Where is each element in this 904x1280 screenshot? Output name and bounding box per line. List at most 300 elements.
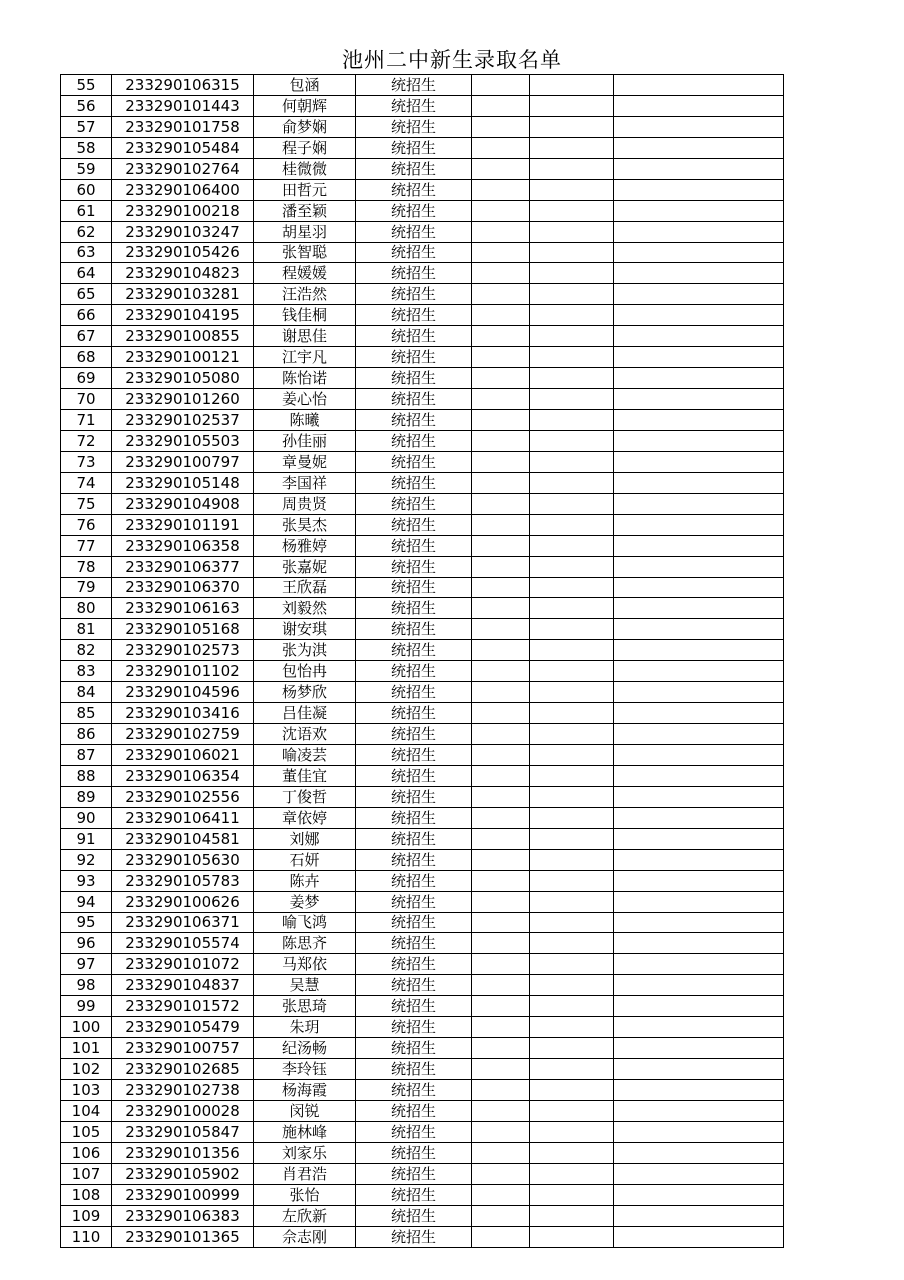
table-row xyxy=(61,200,784,221)
table-row xyxy=(61,514,784,535)
blank-cell xyxy=(472,1184,530,1205)
admission-type-cell: 统招生 xyxy=(356,870,472,891)
blank-cell xyxy=(530,221,614,242)
blank-cell xyxy=(530,305,614,326)
admission-type-cell: 统招生 xyxy=(356,996,472,1017)
admission-type-cell: 统招生 xyxy=(356,200,472,221)
exam-id-cell: 233290101191 xyxy=(112,514,254,535)
blank-cell xyxy=(530,703,614,724)
table-row xyxy=(61,975,784,996)
blank-cell xyxy=(472,179,530,200)
row-number-cell: 85 xyxy=(61,703,112,724)
admission-type-cell: 统招生 xyxy=(356,1184,472,1205)
student-name-cell: 包涵 xyxy=(254,75,356,96)
admission-type-cell: 统招生 xyxy=(356,849,472,870)
admission-type-cell: 统招生 xyxy=(356,472,472,493)
blank-cell xyxy=(530,556,614,577)
table-row xyxy=(61,430,784,451)
row-number-cell: 109 xyxy=(61,1205,112,1226)
blank-cell xyxy=(472,975,530,996)
blank-cell xyxy=(472,1038,530,1059)
admission-type-cell: 统招生 xyxy=(356,807,472,828)
exam-id-cell: 233290106377 xyxy=(112,556,254,577)
exam-id-cell: 233290104581 xyxy=(112,828,254,849)
exam-id-cell: 233290102764 xyxy=(112,158,254,179)
row-number-cell: 57 xyxy=(61,116,112,137)
blank-cell xyxy=(530,158,614,179)
student-name-cell: 纪汤畅 xyxy=(254,1038,356,1059)
table-row xyxy=(61,451,784,472)
blank-cell xyxy=(530,1205,614,1226)
blank-cell xyxy=(614,933,784,954)
table-row xyxy=(61,263,784,284)
table-row xyxy=(61,1121,784,1142)
admission-type-cell: 统招生 xyxy=(356,221,472,242)
blank-cell xyxy=(530,1163,614,1184)
blank-cell xyxy=(614,535,784,556)
admission-type-cell: 统招生 xyxy=(356,1017,472,1038)
student-name-cell: 章曼妮 xyxy=(254,451,356,472)
row-number-cell: 100 xyxy=(61,1017,112,1038)
blank-cell xyxy=(614,619,784,640)
table-row xyxy=(61,221,784,242)
table-row xyxy=(61,368,784,389)
blank-cell xyxy=(614,116,784,137)
admission-type-cell: 统招生 xyxy=(356,347,472,368)
blank-cell xyxy=(614,1184,784,1205)
row-number-cell: 95 xyxy=(61,912,112,933)
row-number-cell: 87 xyxy=(61,745,112,766)
admission-type-cell: 统招生 xyxy=(356,891,472,912)
row-number-cell: 72 xyxy=(61,430,112,451)
blank-cell xyxy=(530,263,614,284)
student-name-cell: 喻飞鸿 xyxy=(254,912,356,933)
exam-id-cell: 233290106354 xyxy=(112,765,254,786)
blank-cell xyxy=(614,996,784,1017)
exam-id-cell: 233290106400 xyxy=(112,179,254,200)
row-number-cell: 102 xyxy=(61,1059,112,1080)
blank-cell xyxy=(614,368,784,389)
exam-id-cell: 233290106371 xyxy=(112,912,254,933)
student-name-cell: 左欣新 xyxy=(254,1205,356,1226)
blank-cell xyxy=(530,577,614,598)
blank-cell xyxy=(472,786,530,807)
table-row xyxy=(61,933,784,954)
row-number-cell: 107 xyxy=(61,1163,112,1184)
blank-cell xyxy=(614,221,784,242)
page-title: 池州二中新生录取名单 xyxy=(342,48,562,72)
row-number-cell: 55 xyxy=(61,75,112,96)
blank-cell xyxy=(472,765,530,786)
blank-cell xyxy=(472,891,530,912)
blank-cell xyxy=(530,493,614,514)
blank-cell xyxy=(472,870,530,891)
blank-cell xyxy=(530,786,614,807)
blank-cell xyxy=(614,1100,784,1121)
student-name-cell: 杨梦欣 xyxy=(254,682,356,703)
table-row xyxy=(61,682,784,703)
table-row xyxy=(61,1163,784,1184)
student-name-cell: 谢思佳 xyxy=(254,326,356,347)
admission-type-cell: 统招生 xyxy=(356,410,472,431)
row-number-cell: 94 xyxy=(61,891,112,912)
blank-cell xyxy=(614,765,784,786)
student-name-cell: 孙佳丽 xyxy=(254,430,356,451)
exam-id-cell: 233290105479 xyxy=(112,1017,254,1038)
exam-id-cell: 233290101260 xyxy=(112,389,254,410)
blank-cell xyxy=(614,682,784,703)
admission-type-cell: 统招生 xyxy=(356,577,472,598)
admission-type-cell: 统招生 xyxy=(356,263,472,284)
exam-id-cell: 233290100028 xyxy=(112,1100,254,1121)
admission-type-cell: 统招生 xyxy=(356,242,472,263)
student-name-cell: 张思琦 xyxy=(254,996,356,1017)
blank-cell xyxy=(530,116,614,137)
table-row xyxy=(61,472,784,493)
blank-cell xyxy=(530,1121,614,1142)
student-name-cell: 姜梦 xyxy=(254,891,356,912)
table-row xyxy=(61,179,784,200)
admission-type-cell: 统招生 xyxy=(356,326,472,347)
admission-type-cell: 统招生 xyxy=(356,158,472,179)
student-name-cell: 刘娜 xyxy=(254,828,356,849)
row-number-cell: 88 xyxy=(61,765,112,786)
student-name-cell: 喻凌芸 xyxy=(254,745,356,766)
blank-cell xyxy=(530,745,614,766)
row-number-cell: 80 xyxy=(61,598,112,619)
row-number-cell: 65 xyxy=(61,284,112,305)
row-number-cell: 73 xyxy=(61,451,112,472)
student-name-cell: 钱佳桐 xyxy=(254,305,356,326)
admission-type-cell: 统招生 xyxy=(356,368,472,389)
blank-cell xyxy=(530,410,614,431)
student-name-cell: 肖君浩 xyxy=(254,1163,356,1184)
blank-cell xyxy=(614,493,784,514)
admission-type-cell: 统招生 xyxy=(356,954,472,975)
table-row xyxy=(61,807,784,828)
blank-cell xyxy=(530,1080,614,1101)
exam-id-cell: 233290105847 xyxy=(112,1121,254,1142)
table-row xyxy=(61,137,784,158)
admission-type-cell: 统招生 xyxy=(356,137,472,158)
admission-type-cell: 统招生 xyxy=(356,661,472,682)
row-number-cell: 56 xyxy=(61,95,112,116)
blank-cell xyxy=(614,95,784,116)
exam-id-cell: 233290106315 xyxy=(112,75,254,96)
student-name-cell: 李玲钰 xyxy=(254,1059,356,1080)
student-name-cell: 陈曦 xyxy=(254,410,356,431)
blank-cell xyxy=(530,1059,614,1080)
blank-cell xyxy=(530,996,614,1017)
row-number-cell: 96 xyxy=(61,933,112,954)
blank-cell xyxy=(530,661,614,682)
blank-cell xyxy=(614,284,784,305)
blank-cell xyxy=(530,1038,614,1059)
blank-cell xyxy=(530,598,614,619)
blank-cell xyxy=(614,1205,784,1226)
student-name-cell: 董佳宜 xyxy=(254,765,356,786)
student-name-cell: 杨雅婷 xyxy=(254,535,356,556)
blank-cell xyxy=(614,954,784,975)
table-row xyxy=(61,891,784,912)
table-row xyxy=(61,598,784,619)
blank-cell xyxy=(614,598,784,619)
admission-type-cell: 统招生 xyxy=(356,514,472,535)
blank-cell xyxy=(614,389,784,410)
table-row xyxy=(61,1100,784,1121)
row-number-cell: 106 xyxy=(61,1142,112,1163)
blank-cell xyxy=(472,807,530,828)
exam-id-cell: 233290101072 xyxy=(112,954,254,975)
row-number-cell: 79 xyxy=(61,577,112,598)
row-number-cell: 77 xyxy=(61,535,112,556)
exam-id-cell: 233290100855 xyxy=(112,326,254,347)
exam-id-cell: 233290106163 xyxy=(112,598,254,619)
exam-id-cell: 233290104908 xyxy=(112,493,254,514)
exam-id-cell: 233290106411 xyxy=(112,807,254,828)
admission-type-cell: 统招生 xyxy=(356,1059,472,1080)
admission-type-cell: 统招生 xyxy=(356,975,472,996)
admission-type-cell: 统招生 xyxy=(356,95,472,116)
student-name-cell: 周贵贤 xyxy=(254,493,356,514)
blank-cell xyxy=(530,284,614,305)
blank-cell xyxy=(472,598,530,619)
blank-cell xyxy=(472,703,530,724)
student-name-cell: 陈卉 xyxy=(254,870,356,891)
admission-type-cell: 统招生 xyxy=(356,451,472,472)
admission-table xyxy=(60,74,784,1248)
blank-cell xyxy=(614,410,784,431)
exam-id-cell: 233290100999 xyxy=(112,1184,254,1205)
row-number-cell: 92 xyxy=(61,849,112,870)
blank-cell xyxy=(614,1142,784,1163)
row-number-cell: 105 xyxy=(61,1121,112,1142)
blank-cell xyxy=(614,305,784,326)
blank-cell xyxy=(530,514,614,535)
blank-cell xyxy=(472,640,530,661)
student-name-cell: 吕佳凝 xyxy=(254,703,356,724)
blank-cell xyxy=(614,975,784,996)
row-number-cell: 83 xyxy=(61,661,112,682)
blank-cell xyxy=(472,1205,530,1226)
blank-cell xyxy=(472,1100,530,1121)
exam-id-cell: 233290101758 xyxy=(112,116,254,137)
blank-cell xyxy=(530,1184,614,1205)
row-number-cell: 62 xyxy=(61,221,112,242)
blank-cell xyxy=(472,745,530,766)
table-row xyxy=(61,912,784,933)
table-row xyxy=(61,954,784,975)
student-name-cell: 王欣磊 xyxy=(254,577,356,598)
exam-id-cell: 233290103247 xyxy=(112,221,254,242)
student-name-cell: 胡星羽 xyxy=(254,221,356,242)
blank-cell xyxy=(472,326,530,347)
blank-cell xyxy=(614,263,784,284)
table-row xyxy=(61,745,784,766)
blank-cell xyxy=(530,975,614,996)
blank-cell xyxy=(472,514,530,535)
table-row xyxy=(61,1017,784,1038)
exam-id-cell: 233290106383 xyxy=(112,1205,254,1226)
student-name-cell: 佘志刚 xyxy=(254,1226,356,1247)
admission-type-cell: 统招生 xyxy=(356,682,472,703)
admission-type-cell: 统招生 xyxy=(356,75,472,96)
blank-cell xyxy=(472,577,530,598)
table-row xyxy=(61,1205,784,1226)
blank-cell xyxy=(614,1163,784,1184)
blank-cell xyxy=(530,472,614,493)
table-row xyxy=(61,703,784,724)
exam-id-cell: 233290102685 xyxy=(112,1059,254,1080)
exam-id-cell: 233290103281 xyxy=(112,284,254,305)
table-row xyxy=(61,870,784,891)
row-number-cell: 63 xyxy=(61,242,112,263)
row-number-cell: 99 xyxy=(61,996,112,1017)
blank-cell xyxy=(472,933,530,954)
blank-cell xyxy=(472,619,530,640)
student-name-cell: 刘家乐 xyxy=(254,1142,356,1163)
blank-cell xyxy=(472,242,530,263)
admission-type-cell: 统招生 xyxy=(356,703,472,724)
row-number-cell: 64 xyxy=(61,263,112,284)
blank-cell xyxy=(472,305,530,326)
exam-id-cell: 233290100797 xyxy=(112,451,254,472)
blank-cell xyxy=(472,284,530,305)
row-number-cell: 98 xyxy=(61,975,112,996)
admission-type-cell: 统招生 xyxy=(356,1100,472,1121)
admission-type-cell: 统招生 xyxy=(356,1226,472,1247)
blank-cell xyxy=(530,828,614,849)
blank-cell xyxy=(472,137,530,158)
table-row xyxy=(61,326,784,347)
row-number-cell: 68 xyxy=(61,347,112,368)
admission-type-cell: 统招生 xyxy=(356,1038,472,1059)
blank-cell xyxy=(614,472,784,493)
exam-id-cell: 233290105168 xyxy=(112,619,254,640)
admission-type-cell: 统招生 xyxy=(356,430,472,451)
table-row xyxy=(61,75,784,96)
blank-cell xyxy=(530,1017,614,1038)
exam-id-cell: 233290105484 xyxy=(112,137,254,158)
table-row xyxy=(61,242,784,263)
row-number-cell: 71 xyxy=(61,410,112,431)
table-row xyxy=(61,996,784,1017)
admission-type-cell: 统招生 xyxy=(356,1121,472,1142)
exam-id-cell: 233290106370 xyxy=(112,577,254,598)
student-name-cell: 俞梦娴 xyxy=(254,116,356,137)
blank-cell xyxy=(530,535,614,556)
row-number-cell: 70 xyxy=(61,389,112,410)
blank-cell xyxy=(472,221,530,242)
blank-cell xyxy=(472,724,530,745)
exam-id-cell: 233290104837 xyxy=(112,975,254,996)
row-number-cell: 66 xyxy=(61,305,112,326)
row-number-cell: 86 xyxy=(61,724,112,745)
exam-id-cell: 233290100218 xyxy=(112,200,254,221)
blank-cell xyxy=(614,242,784,263)
row-number-cell: 81 xyxy=(61,619,112,640)
student-name-cell: 潘至颖 xyxy=(254,200,356,221)
table-row xyxy=(61,1142,784,1163)
blank-cell xyxy=(530,347,614,368)
blank-cell xyxy=(472,75,530,96)
exam-id-cell: 233290106021 xyxy=(112,745,254,766)
admission-type-cell: 统招生 xyxy=(356,535,472,556)
table-row xyxy=(61,1184,784,1205)
blank-cell xyxy=(614,451,784,472)
blank-cell xyxy=(614,661,784,682)
admission-type-cell: 统招生 xyxy=(356,1163,472,1184)
admission-type-cell: 统招生 xyxy=(356,828,472,849)
admission-type-cell: 统招生 xyxy=(356,933,472,954)
exam-id-cell: 233290103416 xyxy=(112,703,254,724)
table-row xyxy=(61,1038,784,1059)
blank-cell xyxy=(614,200,784,221)
student-name-cell: 马郑依 xyxy=(254,954,356,975)
row-number-cell: 58 xyxy=(61,137,112,158)
blank-cell xyxy=(472,661,530,682)
blank-cell xyxy=(614,556,784,577)
student-name-cell: 谢安琪 xyxy=(254,619,356,640)
blank-cell xyxy=(614,326,784,347)
blank-cell xyxy=(472,682,530,703)
blank-cell xyxy=(614,1038,784,1059)
blank-cell xyxy=(472,410,530,431)
exam-id-cell: 233290102738 xyxy=(112,1080,254,1101)
table-row xyxy=(61,577,784,598)
table-row xyxy=(61,305,784,326)
blank-cell xyxy=(530,891,614,912)
blank-cell xyxy=(472,493,530,514)
table-row xyxy=(61,410,784,431)
admission-type-cell: 统招生 xyxy=(356,284,472,305)
blank-cell xyxy=(614,786,784,807)
blank-cell xyxy=(614,137,784,158)
table-row xyxy=(61,849,784,870)
blank-cell xyxy=(530,807,614,828)
blank-cell xyxy=(472,347,530,368)
exam-id-cell: 233290105503 xyxy=(112,430,254,451)
blank-cell xyxy=(614,724,784,745)
blank-cell xyxy=(472,1142,530,1163)
student-name-cell: 江宇凡 xyxy=(254,347,356,368)
student-name-cell: 李国祥 xyxy=(254,472,356,493)
blank-cell xyxy=(472,1226,530,1247)
admission-type-cell: 统招生 xyxy=(356,912,472,933)
blank-cell xyxy=(472,389,530,410)
blank-cell xyxy=(472,200,530,221)
row-number-cell: 104 xyxy=(61,1100,112,1121)
student-name-cell: 张昊杰 xyxy=(254,514,356,535)
admission-type-cell: 统招生 xyxy=(356,116,472,137)
exam-id-cell: 233290102556 xyxy=(112,786,254,807)
blank-cell xyxy=(530,682,614,703)
exam-id-cell: 233290105148 xyxy=(112,472,254,493)
exam-id-cell: 233290104596 xyxy=(112,682,254,703)
student-name-cell: 陈怡诺 xyxy=(254,368,356,389)
admission-type-cell: 统招生 xyxy=(356,1080,472,1101)
student-name-cell: 何朝辉 xyxy=(254,95,356,116)
blank-cell xyxy=(530,368,614,389)
exam-id-cell: 233290102537 xyxy=(112,410,254,431)
table-row xyxy=(61,828,784,849)
table-row xyxy=(61,765,784,786)
row-number-cell: 78 xyxy=(61,556,112,577)
blank-cell xyxy=(530,765,614,786)
admission-type-cell: 统招生 xyxy=(356,305,472,326)
row-number-cell: 97 xyxy=(61,954,112,975)
student-name-cell: 程子娴 xyxy=(254,137,356,158)
